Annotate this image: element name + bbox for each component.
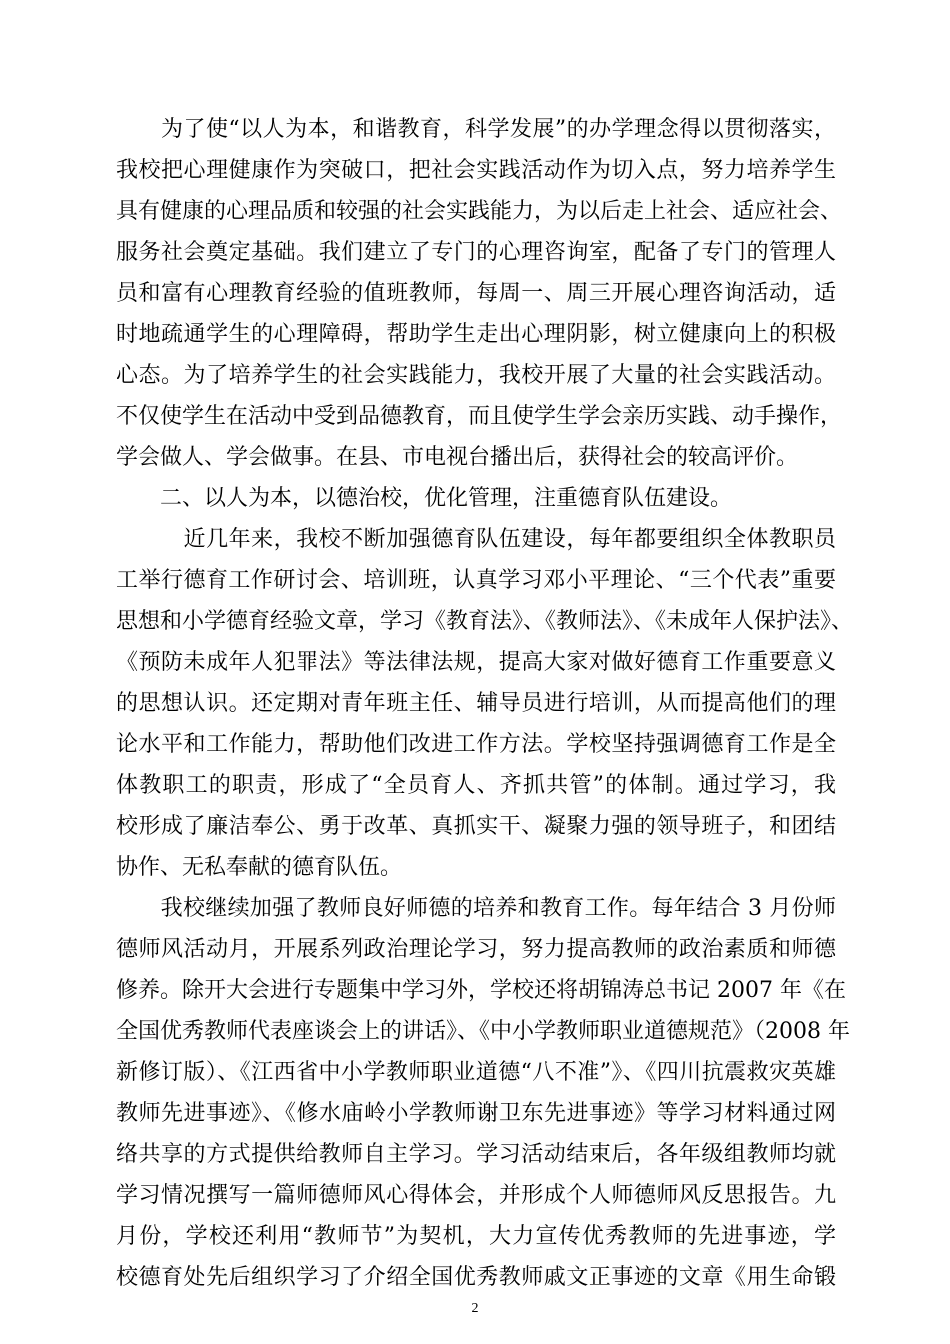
text-line: 的思想认识。还定期对青年班主任、辅导员进行培训，从而提高他们的理 xyxy=(116,691,836,716)
text-line: 月份，学校还利用“教师节”为契机，大力宣传优秀教师的先进事迹，学 xyxy=(116,1224,836,1249)
text-line: 校德育处先后组织学习了介绍全国优秀教师戚文正事迹的文章《用生命锻 xyxy=(116,1265,836,1290)
text-line: 心态。为了培养学生的社会实践能力，我校开展了大量的社会实践活动。 xyxy=(116,363,836,388)
text-line: 修养。除开大会进行专题集中学习外，学校还将胡锦涛总书记 2007 年《在 xyxy=(116,978,846,1003)
text-line: 学会做人、学会做事。在县、市电视台播出后，获得社会的较高评价。 xyxy=(116,445,799,470)
text-line: 体教职工的职责，形成了“全员育人、齐抓共管”的体制。通过学习，我 xyxy=(116,773,836,798)
text-line: 工举行德育工作研讨会、培训班，认真学习邓小平理论、“三个代表”重要 xyxy=(116,568,836,593)
text-line: 我校继续加强了教师良好师德的培养和教育工作。每年结合 3 月份师 xyxy=(116,896,836,921)
text-line: 协作、无私奉献的德育队伍。 xyxy=(116,855,403,880)
text-line: 不仅使学生在活动中受到品德教育，而且使学生学会亲历实践、动手操作， xyxy=(116,404,843,429)
text-line: 德师风活动月，开展系列政治理论学习，努力提高教师的政治素质和师德 xyxy=(116,937,836,962)
text-line: 时地疏通学生的心理障碍，帮助学生走出心理阴影，树立健康向上的积极 xyxy=(116,322,836,347)
text-line: 《预防未成年人犯罪法》等法律法规，提高大家对做好德育工作重要意义 xyxy=(116,650,836,675)
text-line: 为了使“以人为本，和谐教育，科学发展”的办学理念得以贯彻落实， xyxy=(116,117,836,142)
section-heading: 二、以人为本，以德治校，优化管理，注重德育队伍建设。 xyxy=(116,486,733,511)
text-line: 论水平和工作能力，帮助他们改进工作方法。学校坚持强调德育工作是全 xyxy=(116,732,836,757)
text-line: 全国优秀教师代表座谈会上的讲话》、《中小学教师职业道德规范》（2008 年 xyxy=(116,1019,850,1044)
text-line: 员和富有心理教育经验的值班教师，每周一、周三开展心理咨询活动，适 xyxy=(116,281,836,306)
text-line: 近几年来，我校不断加强德育队伍建设，每年都要组织全体教职员 xyxy=(116,527,836,552)
text-line: 教师先进事迹》、《修水庙岭小学教师谢卫东先进事迹》等学习材料通过网 xyxy=(116,1101,836,1126)
text-line: 学习情况撰写一篇师德师风心得体会，并形成个人师德师风反思报告。九 xyxy=(116,1183,836,1208)
page-number: 2 xyxy=(471,1301,479,1316)
text-line: 络共享的方式提供给教师自主学习。学习活动结束后，各年级组教师均就 xyxy=(116,1142,836,1167)
text-line: 服务社会奠定基础。我们建立了专门的心理咨询室，配备了专门的管理人 xyxy=(116,240,836,265)
text-line: 具有健康的心理品质和较强的社会实践能力，为以后走上社会、适应社会、 xyxy=(116,199,843,224)
text-line: 我校把心理健康作为突破口，把社会实践活动作为切入点，努力培养学生 xyxy=(116,158,836,183)
text-line: 校形成了廉洁奉公、勇于改革、真抓实干、凝聚力强的领导班子，和团结 xyxy=(116,814,836,839)
text-line: 思想和小学德育经验文章，学习《教育法》、《教师法》、《未成年人保护法》、 xyxy=(116,609,854,634)
text-line: 新修订版）、《江西省中小学教师职业道德“八不准”》、《四川抗震救灾英雄 xyxy=(116,1060,836,1085)
